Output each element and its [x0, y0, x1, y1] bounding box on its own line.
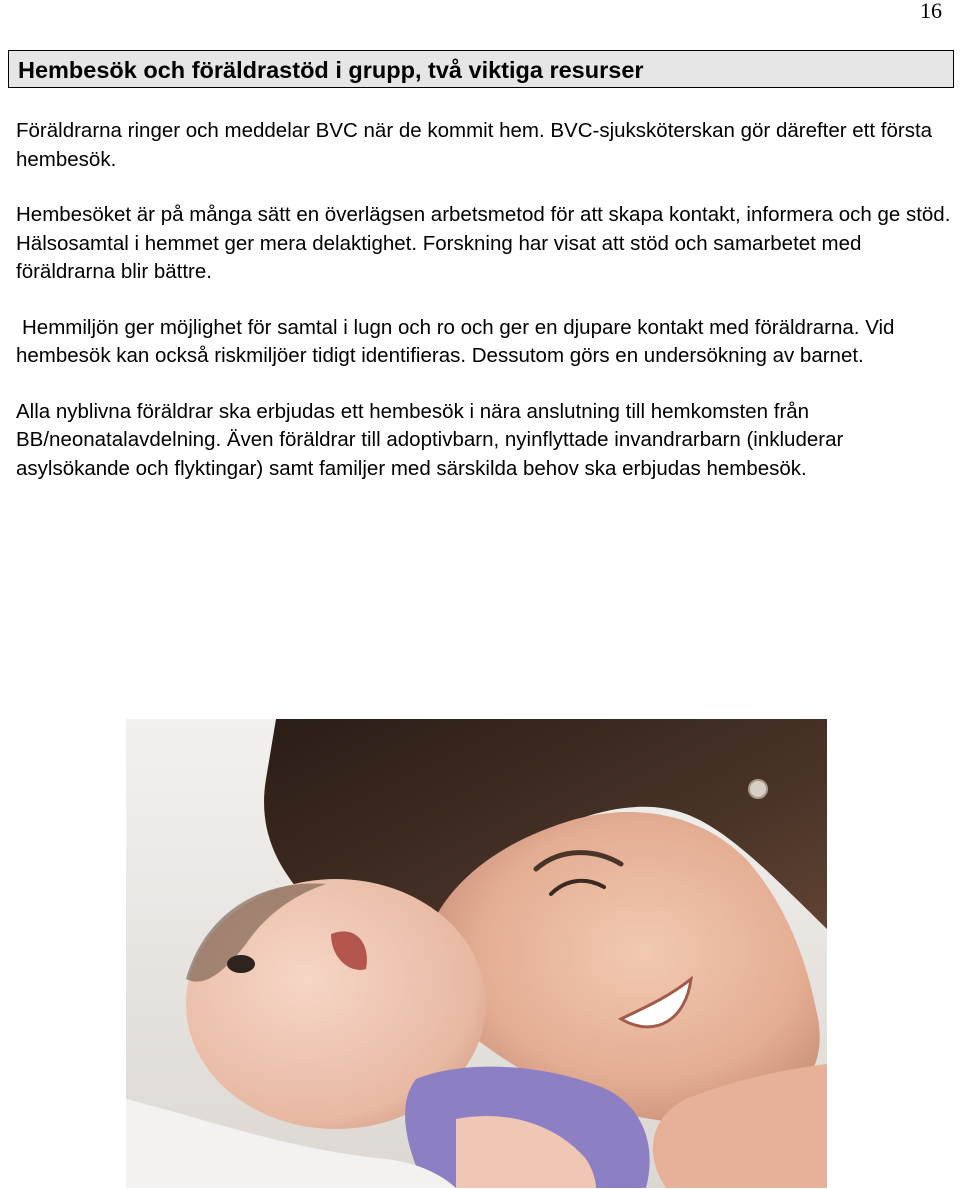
paragraph-1: Föräldrarna ringer och meddelar BVC när de kommit hem. BVC-sjuksköterskan gör därefter ett första hembesök.	[16, 119, 933, 171]
earring	[749, 780, 767, 798]
baby-eye	[227, 955, 255, 973]
paragraph-4: Alla nyblivna föräldrar ska erbjudas ett hembesök i nära anslutning till hemkomsten från BB/neonatalavdelning. Även föräldrar till adoptivbarn, nyinflyttade invandrarbarn (inkluderar asylsökande och flyktingar) samt familjer med särskilda behov ska erbjudas hembesök.	[16, 399, 844, 480]
section-heading-box	[8, 50, 954, 88]
photo-illustration	[126, 719, 827, 1188]
section-heading: Hembesök och föräldrastöd i grupp, två viktiga resurser	[18, 57, 644, 83]
paragraph-3: Hemmiljön ger möjlighet för samtal i lugn och ro och ger en djupare kontakt med föräldrarna. Vid hembesök kan också riskmiljöer tidigt identifieras. Dessutom görs en undersökning av barnet.	[16, 315, 895, 367]
body-text	[16, 117, 952, 510]
paragraph-2: Hembesöket är på många sätt en överlägsen arbetsmetod för att skapa kontakt, informera och ge stöd. Hälsosamtal i hemmet ger mera delaktighet. Forskning har visat att stöd och samarbetet med föräldrarna blir bättre.	[16, 203, 951, 283]
page-number: 16	[920, 0, 942, 23]
mother-and-baby-photo	[126, 719, 827, 1188]
